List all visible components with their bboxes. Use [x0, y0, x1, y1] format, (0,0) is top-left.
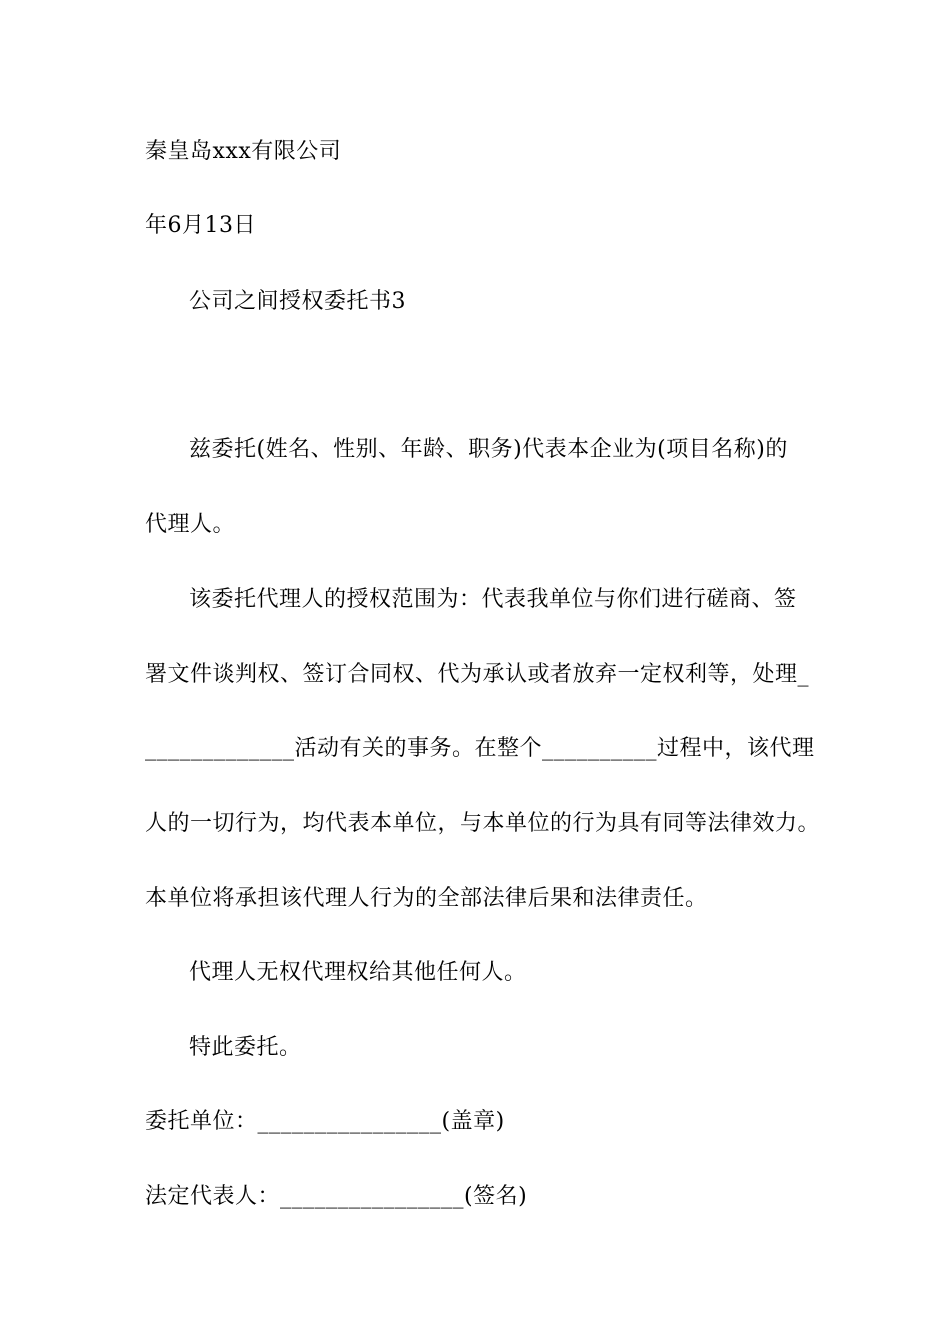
document-title: 公司之间授权委托书3 [189, 289, 406, 314]
legal-representative-line: 法定代表人：________________(签名) [145, 1184, 528, 1209]
paragraph-line: 人的一切行为，均代表本单位，与本单位的行为具有同等法律效力。 [145, 811, 821, 836]
date-line: 年6月13日 [145, 213, 256, 238]
paragraph-line: 署文件谈判权、签订合同权、代为承认或者放弃一定权利等，处理_ [145, 662, 810, 687]
closing-line: 特此委托。 [189, 1035, 302, 1060]
company-name: 秦皇岛xxx有限公司 [145, 139, 342, 164]
entrusting-unit-line: 委托单位：________________(盖章) [145, 1109, 505, 1134]
paragraph-line: 兹委托(姓名、性别、年龄、职务)代表本企业为(项目名称)的 [189, 437, 788, 462]
paragraph-line: 本单位将承担该代理人行为的全部法律后果和法律责任。 [145, 886, 708, 911]
paragraph-line: _____________活动有关的事务。在整个__________过程中，该代理 [145, 736, 815, 761]
paragraph-line: 该委托代理人的授权范围为：代表我单位与你们进行磋商、签 [189, 587, 797, 612]
paragraph-line: 代理人无权代理权给其他任何人。 [189, 960, 527, 985]
paragraph-line: 代理人。 [145, 512, 236, 537]
